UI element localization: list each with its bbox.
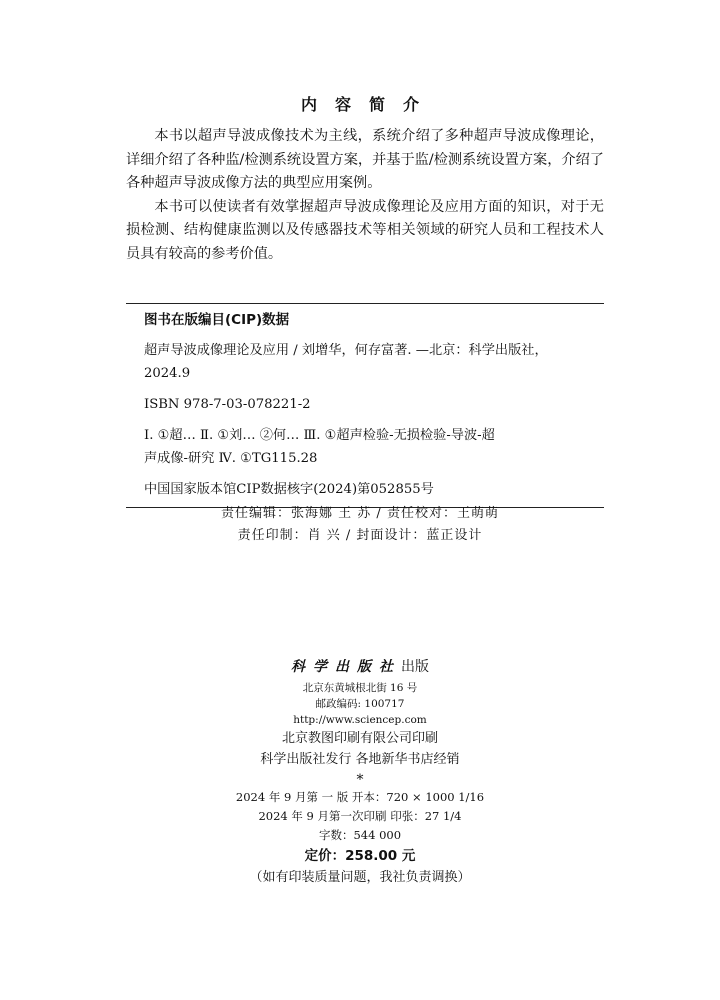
printing-line: 2024 年 9 月第一次印刷 印张：27 1/4 xyxy=(258,809,462,823)
summary-title: 内容简介 xyxy=(300,95,437,114)
editors-line: 责任编辑：张海娜 王 苏 / 责任校对：王萌萌 xyxy=(221,506,499,521)
word-count: 字数：544 000 xyxy=(318,828,402,842)
quality-note: （如有印装质量问题，我社负责调换） xyxy=(249,870,471,885)
cip-classification-line: Ⅰ. ①超… Ⅱ. ①刘… ②何… Ⅲ. ①超声检验-无损检验-导波-超 xyxy=(144,428,495,443)
summary-body xyxy=(126,125,604,266)
publisher-postcode: 邮政编码: 100717 xyxy=(315,698,405,710)
cip-top-rule xyxy=(126,303,604,304)
printer-line: 北京教图印刷有限公司印刷 xyxy=(281,731,438,746)
colophon xyxy=(0,656,720,889)
cip-record-number: 中国国家版本馆CIP数据核字(2024)第052855号 xyxy=(144,482,434,497)
editors-credits xyxy=(0,503,720,547)
editors-line: 责任印制：肖 兴 / 封面设计：蓝正设计 xyxy=(237,528,483,543)
cip-bibliography-line: 超声导波成像理论及应用 / 刘增华，何存富著. —北京：科学出版社， xyxy=(144,343,548,358)
cip-isbn: ISBN 978-7-03-078221-2 xyxy=(144,397,311,412)
separator-star: * xyxy=(356,772,364,788)
summary-paragraph: 本书可以使读者有效掌握超声导波成像理论及应用方面的知识，对于无损检测、结构健康监测以及传感器技术等相关领域的研究人员和工程技术人员具有较高的参考价值。 xyxy=(126,198,604,262)
cip-data-block xyxy=(126,303,604,508)
publisher-line xyxy=(0,656,720,678)
distribution-line: 科学出版社发行 各地新华书店经销 xyxy=(260,752,460,767)
cip-bibliography-line: 2024.9 xyxy=(144,366,191,381)
price: 定价：258.00 元 xyxy=(304,848,416,864)
cip-classification xyxy=(126,424,604,470)
publisher-url: http://www.sciencep.com xyxy=(293,714,427,726)
publisher-name: 科学出版社 xyxy=(291,659,401,675)
cip-heading: 图书在版编目(CIP)数据 xyxy=(144,312,290,328)
publisher-address: 北京东黄城根北街 16 号 xyxy=(302,682,418,694)
cip-bibliography xyxy=(126,339,604,385)
summary-paragraph: 本书以超声导波成像技术为主线，系统介绍了多种超声导波成像理论，详细介绍了各种监/检测系统设置方案，并基于监/检测系统设置方案，介绍了各种超声导波成像方法的典型应用案例。 xyxy=(126,128,604,191)
cip-classification-line: 声成像-研究 Ⅳ. ①TG115.28 xyxy=(144,451,318,466)
edition-line: 2024 年 9 月第 一 版 开本：720 × 1000 1/16 xyxy=(235,790,485,804)
publisher-suffix: 出版 xyxy=(401,659,429,675)
